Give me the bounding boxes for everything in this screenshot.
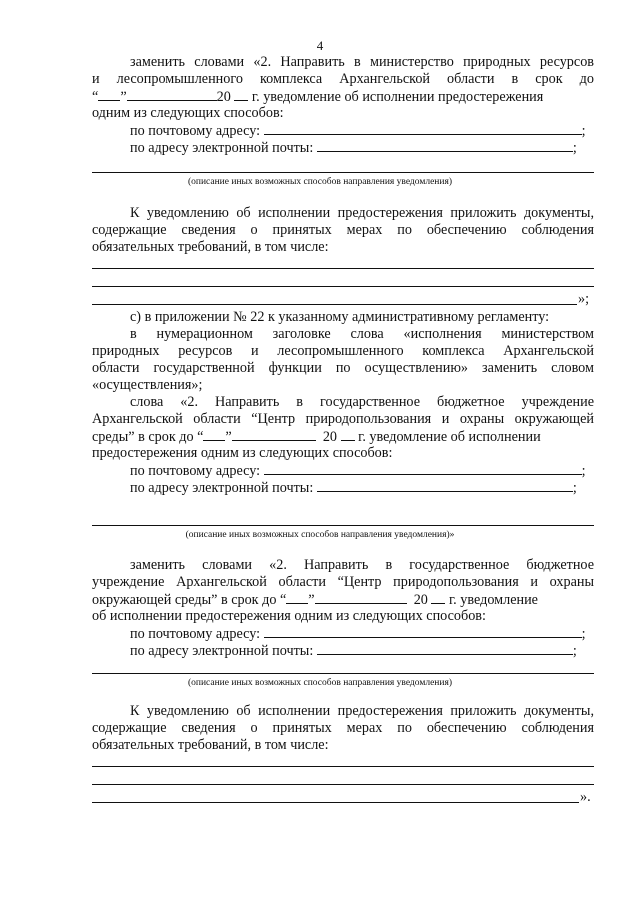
blank-rule [92,673,594,674]
paragraph-line: в нумерационном заголовке слова «исполнения министерством [130,326,594,342]
quote-close: ” [308,592,315,608]
line-end: ; [572,140,577,156]
paragraph-text: г. уведомление [448,592,538,608]
paragraph-line [92,88,594,106]
paragraph-line: К уведомлению об исполнении предостережения приложить документы, [130,703,594,719]
postal-address-blank [264,462,582,475]
paragraph-line: области государственной функции по осуществлению» заменить словом [92,360,594,376]
line-end: ; [572,643,577,659]
email-address-label: по адресу электронной почты: [130,480,314,496]
paragraph-line: природных ресурсов и лесопромышленного комплекса Архангельской [92,343,594,359]
caption: (описание иных возможных способов направления уведомления)» [185,530,455,540]
blank-rule [92,802,579,803]
year-blank [234,88,248,101]
paragraph-line: обязательных требований, в том числе: [92,737,329,753]
caption: (описание иных возможных способов направления уведомления) [187,678,453,688]
postal-address-line [92,122,594,140]
year-blank [341,428,355,441]
postal-address-label: по почтовому адресу: [130,626,261,642]
email-address-label: по адресу электронной почты: [130,140,314,156]
quote-open: “ [92,89,99,105]
email-address-label: по адресу электронной почты: [130,643,314,659]
caption: (описание иных возможных способов направления уведомления) [187,177,453,187]
postal-address-blank [264,122,582,135]
email-address-blank [317,479,573,492]
blank-rule [92,286,594,287]
paragraph-line: об исполнении предостережения одним из следующих способов: [92,608,486,624]
paragraph-line: К уведомлению об исполнении предостережения приложить документы, [130,205,594,221]
email-address-line [92,479,594,497]
paragraph-line: предостережения одним из следующих способов: [92,445,393,461]
month-blank [232,428,316,441]
closing-mark: ». [580,789,591,805]
paragraph-line: заменить словами «2. Направить в государственное бюджетное [130,557,594,573]
paragraph-line: Архангельской области “Центр природопользования и охраны окружающей [92,411,594,427]
paragraph-text: окружающей среды” в срок до “ [92,592,287,608]
paragraph-line: содержащие сведения о принятых мерах по обеспечению соблюдения [92,720,594,736]
paragraph-line: «осуществления»; [92,377,203,393]
line-end: ; [572,480,577,496]
year-blank [431,591,445,604]
paragraph-line: слова «2. Направить в государственное бюджетное учреждение [130,394,594,410]
blank-rule [92,525,594,526]
paragraph-line: обязательных требований, в том числе: [92,239,329,255]
month-blank [315,591,407,604]
closing-mark: »; [578,291,590,307]
line-end: ; [581,123,586,139]
blank-rule [92,304,577,305]
postal-address-label: по почтовому адресу: [130,463,261,479]
postal-address-line [92,462,594,480]
quote-close: ” [225,429,232,445]
paragraph-line: содержащие сведения о принятых мерах по обеспечению соблюдения [92,222,594,238]
blank-rule [92,784,594,785]
postal-address-line [92,625,594,643]
email-address-line [92,642,594,660]
paragraph-line: с) в приложении № 22 к указанному административному регламенту: [130,309,550,325]
email-address-line [92,139,594,157]
day-blank [98,88,120,101]
quote-close: ” [120,89,127,105]
paragraph-line: и лесопромышленного комплекса Архангельской области в срок до [92,71,594,87]
email-address-blank [317,642,573,655]
paragraph-text: г. уведомление об исполнении [358,429,541,445]
page-number: 4 [316,38,324,53]
paragraph-line: учреждение Архангельской области “Центр природопользования и охраны [92,574,594,590]
blank-rule [92,172,594,173]
year-prefix: 20 [322,429,338,445]
year-prefix: 20 [216,89,231,105]
month-blank [127,88,217,101]
paragraph-text: среды” в срок до “ [92,429,204,445]
line-end: ; [581,463,586,479]
blank-rule [92,268,594,269]
year-prefix: 20 [413,592,428,608]
postal-address-blank [264,625,582,638]
paragraph-text: г. уведомление об исполнении предостережения [251,89,544,105]
paragraph-line: заменить словами «2. Направить в министерство природных ресурсов [130,54,594,70]
email-address-blank [317,139,573,152]
line-end: ; [581,626,586,642]
blank-rule [92,766,594,767]
paragraph-line: одним из следующих способов: [92,105,284,121]
paragraph-line [92,591,594,609]
day-blank [203,428,225,441]
paragraph-line [92,428,594,446]
postal-address-label: по почтовому адресу: [130,123,261,139]
day-blank [286,591,308,604]
